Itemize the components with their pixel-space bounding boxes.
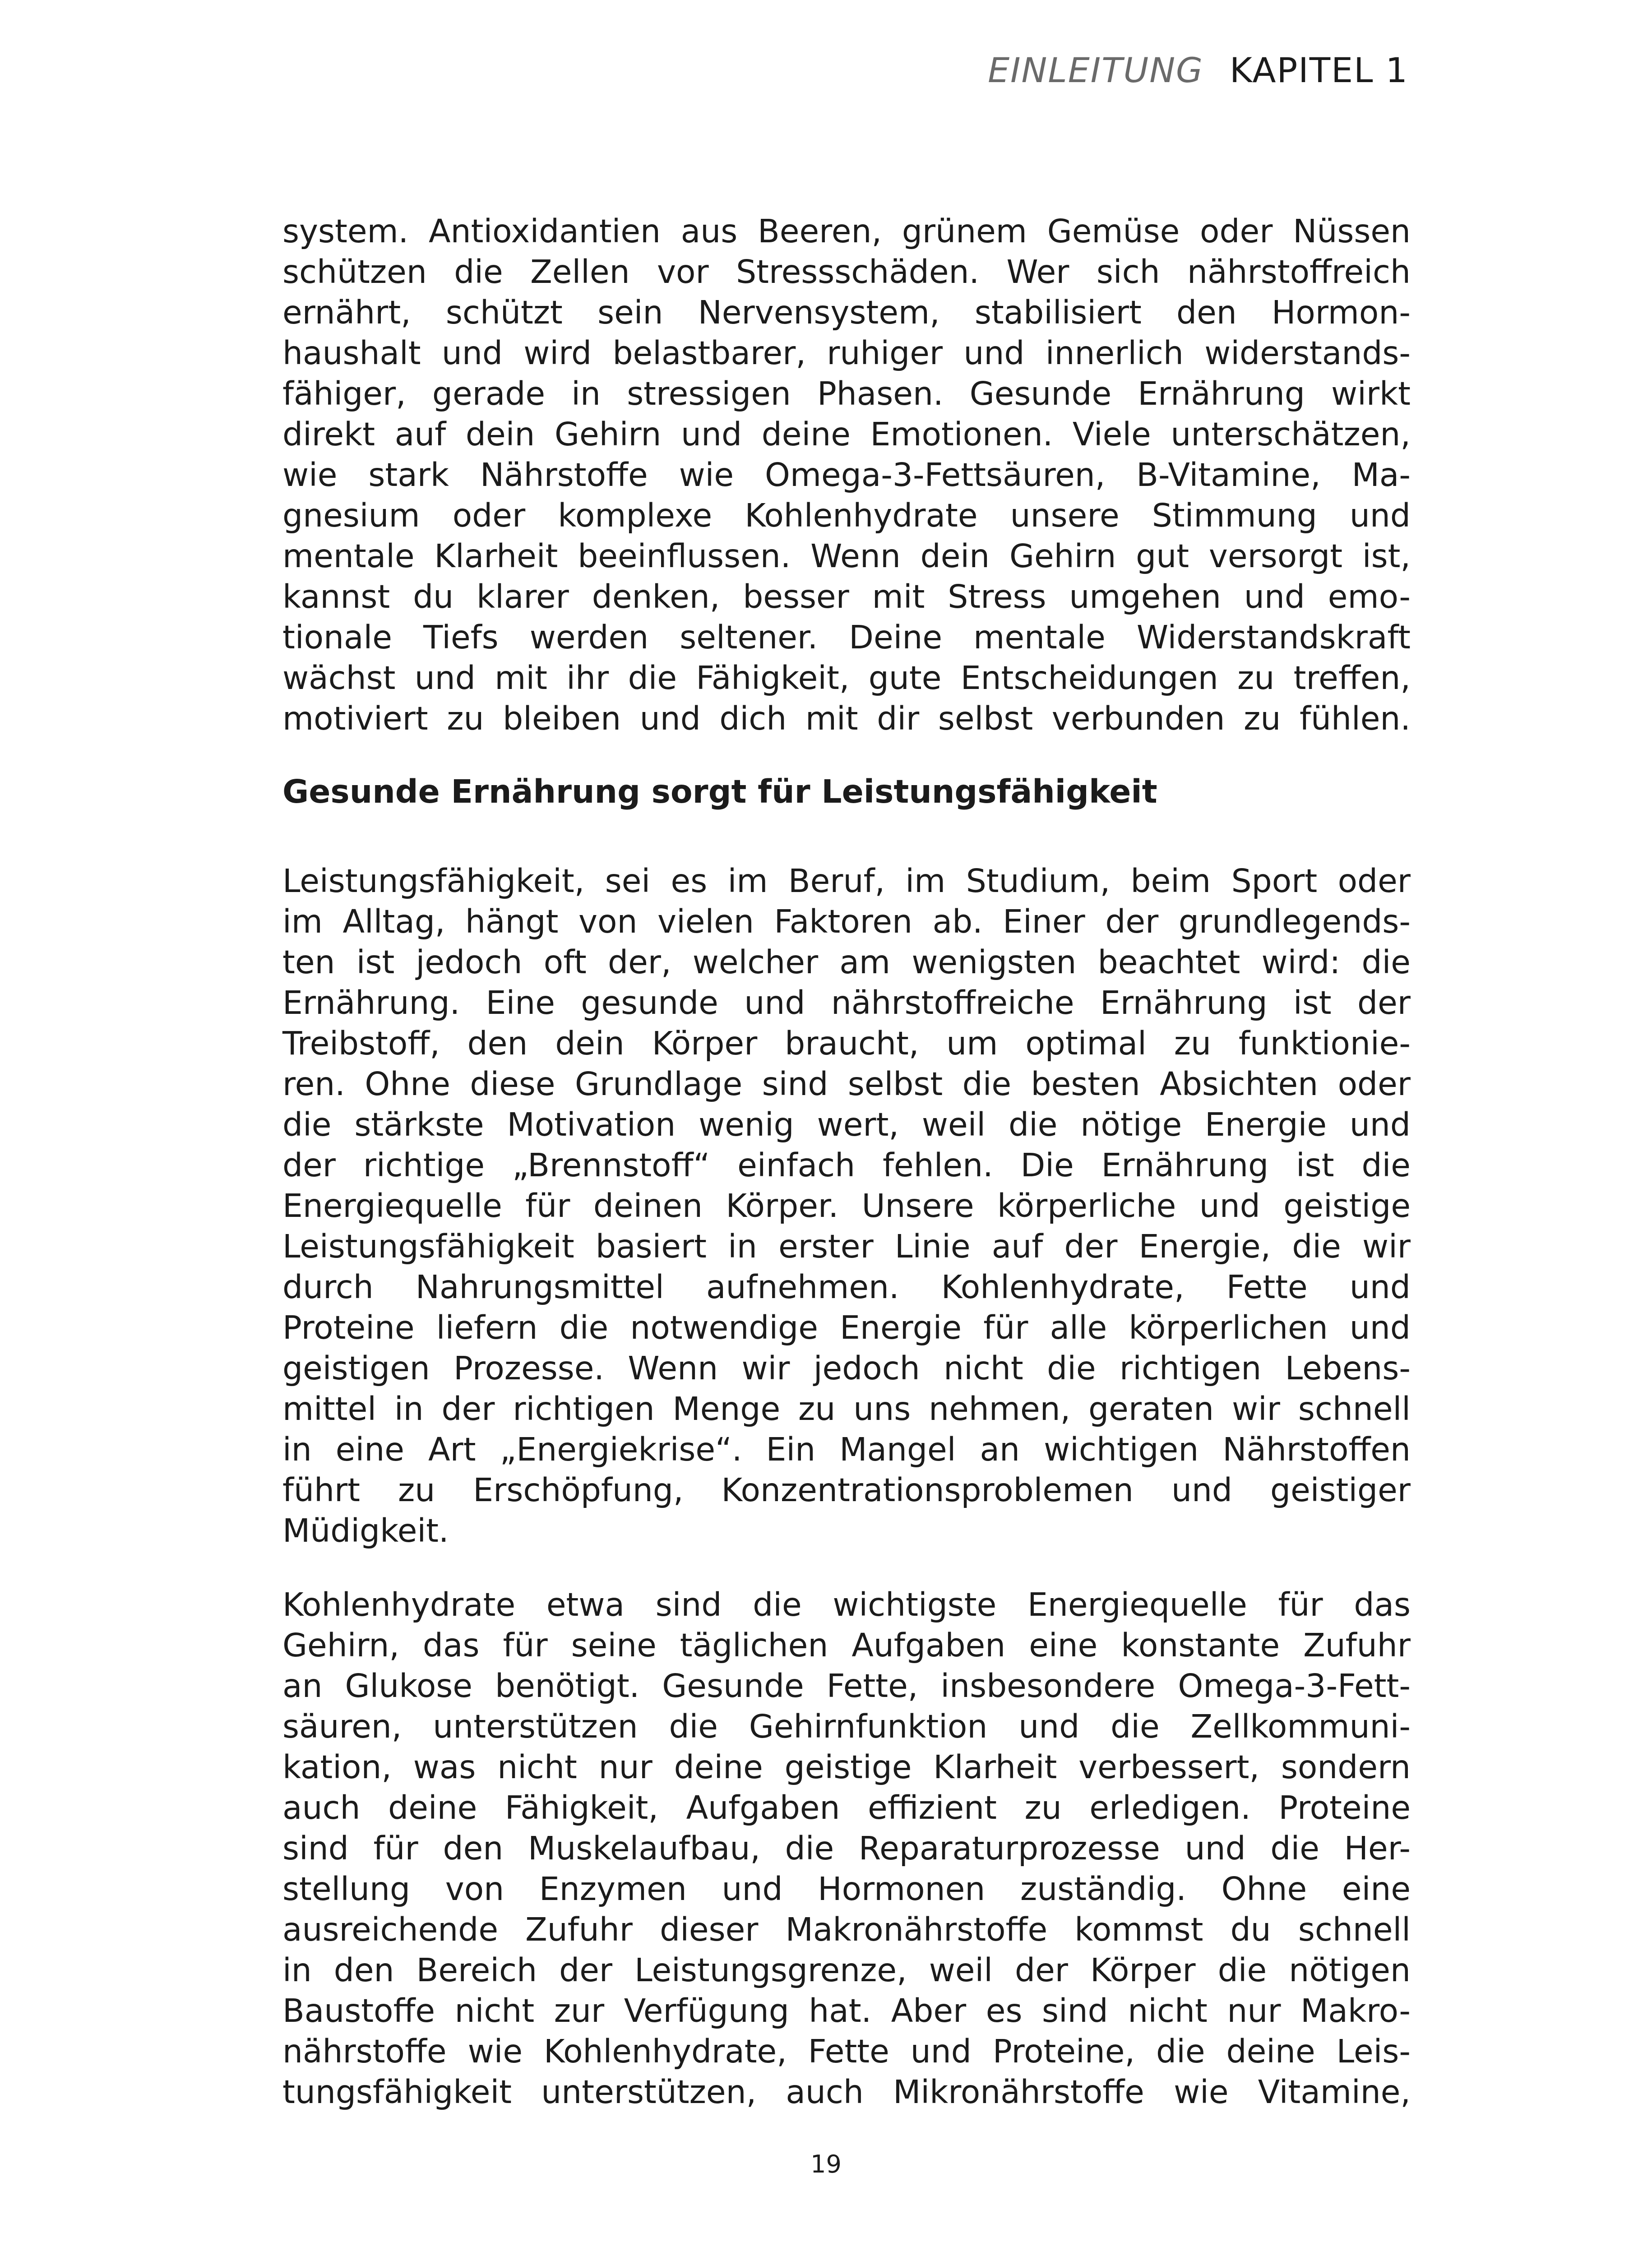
text-line: schützen die Zellen vor Stressschäden. Wer sich nährstoffreich xyxy=(282,253,1411,291)
text-line: ernährt, schützt sein Nervensystem, stabilisiert den Hormon- xyxy=(282,294,1411,331)
text-line: fähiger, gerade in stressigen Phasen. Gesunde Ernährung wirkt xyxy=(282,375,1411,412)
text-line: durch Nahrungsmittel aufnehmen. Kohlenhydrate, Fette und xyxy=(282,1268,1411,1306)
text-line: wächst und mit ihr die Fähigkeit, gute Entscheidungen zu treffen, xyxy=(282,659,1411,697)
header-chapter-title: KAPITEL 1 xyxy=(1229,50,1408,90)
text-line: ten ist jedoch oft der, welcher am wenigsten beachtet wird: die xyxy=(282,943,1411,981)
text-line: nährstoffe wie Kohlenhydrate, Fette und Proteine, die deine Leis- xyxy=(282,2033,1411,2070)
text-line: haushalt und wird belastbarer, ruhiger und innerlich widerstands- xyxy=(282,334,1411,372)
body-paragraph-3 xyxy=(282,1585,1411,2113)
text-line: in eine Art „Energiekrise“. Ein Mangel an wichtigen Nährstoffen xyxy=(282,1431,1411,1468)
text-line: sind für den Muskelaufbau, die Reparaturprozesse und die Her- xyxy=(282,1830,1411,1867)
text-line: Leistungsfähigkeit, sei es im Beruf, im Studium, beim Sport oder xyxy=(282,862,1411,900)
text-line: Baustoffe nicht zur Verfügung hat. Aber es sind nicht nur Makro- xyxy=(282,1992,1411,2029)
text-line: Treibstoff, den dein Körper braucht, um optimal zu funktionie- xyxy=(282,1025,1411,1062)
text-line: der richtige „Brennstoff“ einfach fehlen. Die Ernährung ist die xyxy=(282,1146,1411,1184)
page-number: 19 xyxy=(810,2150,842,2178)
section-heading-block xyxy=(282,772,1411,812)
text-line: die stärkste Motivation wenig wert, weil die nötige Energie und xyxy=(282,1106,1411,1143)
text-line: tungsfähigkeit unterstützen, auch Mikronährstoffe wie Vitamine, xyxy=(282,2073,1411,2111)
text-line: motiviert zu bleiben und dich mit dir selbst verbunden zu fühlen. xyxy=(282,700,1411,737)
header-section-title: EINLEITUNG xyxy=(988,50,1203,90)
text-line: Gehirn, das für seine täglichen Aufgaben eine konstante Zufuhr xyxy=(282,1627,1411,1664)
text-line: mittel in der richtigen Menge zu uns nehmen, geraten wir schnell xyxy=(282,1390,1411,1428)
running-header xyxy=(988,50,1408,90)
body-paragraph-2 xyxy=(282,861,1411,1551)
text-line: Müdigkeit. xyxy=(282,1512,449,1549)
text-line: gnesium oder komplexe Kohlenhydrate unsere Stimmung und xyxy=(282,497,1411,534)
text-line: an Glukose benötigt. Gesunde Fette, insbesondere Omega-3-Fett- xyxy=(282,1667,1411,1705)
text-line: Kohlenhydrate etwa sind die wichtigste Energiequelle für das xyxy=(282,1586,1411,1623)
text-line: direkt auf dein Gehirn und deine Emotionen. Viele unterschätzen, xyxy=(282,416,1411,453)
text-line: geistigen Prozesse. Wenn wir jedoch nicht die richtigen Lebens- xyxy=(282,1350,1411,1387)
text-line: tionale Tiefs werden seltener. Deine mentale Widerstandskraft xyxy=(282,619,1411,656)
text-line: Leistungsfähigkeit basiert in erster Linie auf der Energie, die wir xyxy=(282,1228,1411,1265)
text-line: Energiequelle für deinen Körper. Unsere körperliche und geistige xyxy=(282,1187,1411,1225)
text-line: im Alltag, hängt von vielen Faktoren ab. Einer der grundlegends- xyxy=(282,903,1411,940)
text-line: stellung von Enzymen und Hormonen zuständig. Ohne eine xyxy=(282,1870,1411,1908)
text-line: führt zu Erschöpfung, Konzentrationsproblemen und geistiger xyxy=(282,1471,1411,1509)
text-line: system. Antioxidantien aus Beeren, grünem Gemüse oder Nüssen xyxy=(282,213,1411,250)
text-line: kannst du klarer denken, besser mit Stress umgehen und emo- xyxy=(282,578,1411,615)
text-line: mentale Klarheit beeinflussen. Wenn dein Gehirn gut versorgt ist, xyxy=(282,537,1411,575)
text-line: auch deine Fähigkeit, Aufgaben effizient zu erledigen. Proteine xyxy=(282,1789,1411,1826)
section-heading: Gesunde Ernährung sorgt für Leistungsfähigkeit xyxy=(282,773,1157,810)
text-line: in den Bereich der Leistungsgrenze, weil der Körper die nötigen xyxy=(282,1951,1411,1989)
text-line: säuren, unterstützen die Gehirnfunktion und die Zellkommuni- xyxy=(282,1708,1411,1745)
text-line: ausreichende Zufuhr dieser Makronährstoffe kommst du schnell xyxy=(282,1911,1411,1948)
text-line: Proteine liefern die notwendige Energie für alle körperlichen und xyxy=(282,1309,1411,1346)
text-line: wie stark Nährstoffe wie Omega-3-Fettsäuren, B-Vitamine, Ma- xyxy=(282,456,1411,494)
body-paragraph-1 xyxy=(282,211,1411,739)
text-line: ren. Ohne diese Grundlage sind selbst die besten Absichten oder xyxy=(282,1065,1411,1103)
text-line: Ernährung. Eine gesunde und nährstoffreiche Ernährung ist der xyxy=(282,984,1411,1022)
text-line: kation, was nicht nur deine geistige Klarheit verbessert, sondern xyxy=(282,1748,1411,1786)
